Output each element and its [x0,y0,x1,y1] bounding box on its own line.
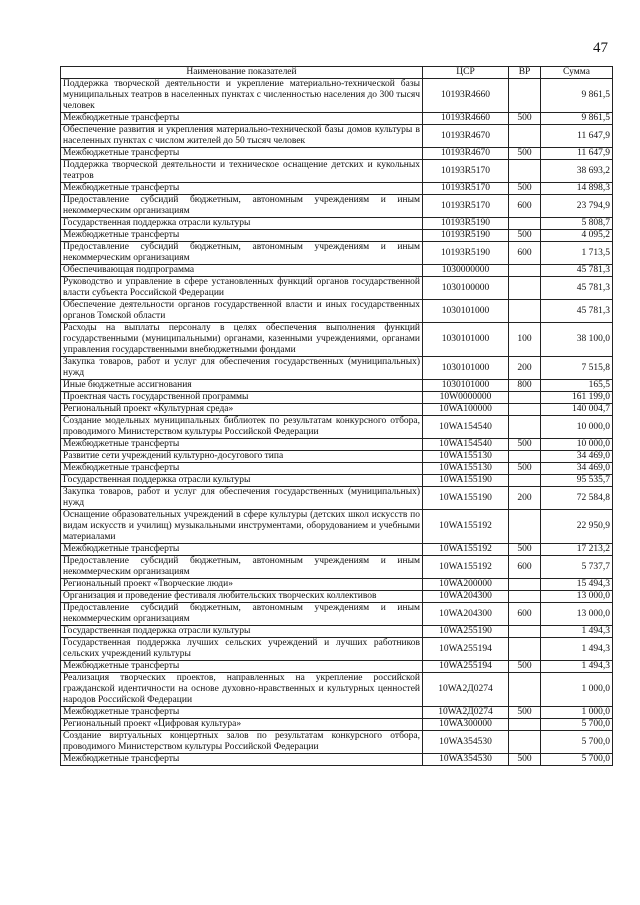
row-name-cell: Обеспечивающая подпрограмма [61,265,423,277]
row-csr-cell: 10WA154540 [423,416,509,439]
table-row [61,195,613,218]
table-row [61,79,613,113]
row-csr-cell: 10WA2Д0274 [423,707,509,719]
row-csr-cell: 1030000000 [423,265,509,277]
row-name-cell: Межбюджетные трансферты [61,754,423,766]
row-sum-cell: 13 000,0 [541,591,613,603]
row-name-cell: Организация и проведение фестиваля любительских творческих коллективов [61,591,423,603]
row-sum-cell: 10 000,0 [541,416,613,439]
row-sum-cell: 13 000,0 [541,603,613,626]
row-vr-cell [509,300,541,323]
table-row [61,380,613,392]
row-csr-cell: 10WA200000 [423,579,509,591]
row-name-cell: Государственная поддержка отрасли культуры [61,626,423,638]
row-csr-cell: 1030101000 [423,380,509,392]
row-sum-cell: 38 693,2 [541,160,613,183]
row-vr-cell: 200 [509,487,541,510]
row-name-cell: Региональный проект «Цифровая культура» [61,719,423,731]
table-row [61,463,613,475]
row-name-cell: Межбюджетные трансферты [61,148,423,160]
row-name-cell: Межбюджетные трансферты [61,661,423,673]
row-csr-cell: 10193R4670 [423,148,509,160]
table-row [61,323,613,357]
row-vr-cell [509,591,541,603]
table-row [61,661,613,673]
row-sum-cell: 1 494,3 [541,638,613,661]
table-row [61,707,613,719]
row-name-cell: Межбюджетные трансферты [61,439,423,451]
row-name-cell: Оснащение образовательных учреждений в сфере культуры (детских школ искусств по видам искусств и училищ) музыкальными инструментами, оборудованием и учебными материалами [61,510,423,544]
table-header-row [61,67,613,79]
row-vr-cell: 800 [509,380,541,392]
row-csr-cell: 10WA155192 [423,544,509,556]
row-sum-cell: 5 808,7 [541,218,613,230]
row-vr-cell [509,277,541,300]
row-vr-cell [509,719,541,731]
row-csr-cell: 1030101000 [423,300,509,323]
header-vr: ВР [509,67,541,79]
row-name-cell: Закупка товаров, работ и услуг для обеспечения государственных (муниципальных) нужд [61,487,423,510]
row-name-cell: Межбюджетные трансферты [61,230,423,242]
row-csr-cell: 10193R5190 [423,242,509,265]
table-row [61,300,613,323]
row-sum-cell: 72 584,8 [541,487,613,510]
table-body [61,79,613,766]
row-csr-cell: 10WA300000 [423,719,509,731]
row-sum-cell: 140 004,7 [541,404,613,416]
row-vr-cell: 500 [509,230,541,242]
row-vr-cell: 500 [509,183,541,195]
row-sum-cell: 1 000,0 [541,707,613,719]
table-row [61,556,613,579]
row-name-cell: Создание модельных муниципальных библиотек по результатам конкурсного отбора, проводимого Министерством культуры Российской Федерации [61,416,423,439]
row-sum-cell: 4 095,2 [541,230,613,242]
row-name-cell: Государственная поддержка отрасли культуры [61,218,423,230]
row-sum-cell: 45 781,3 [541,265,613,277]
row-name-cell: Руководство и управление в сфере установленных функций органов государственной власти субъекта Российской Федерации [61,277,423,300]
row-name-cell: Предоставление субсидий бюджетным, автономным учреждениям и иным некоммерческим организациям [61,556,423,579]
row-name-cell: Региональный проект «Творческие люди» [61,579,423,591]
row-sum-cell: 1 000,0 [541,673,613,707]
row-name-cell: Межбюджетные трансферты [61,544,423,556]
row-sum-cell: 34 469,0 [541,451,613,463]
row-sum-cell: 9 861,5 [541,113,613,125]
row-csr-cell: 10WA155192 [423,556,509,579]
row-vr-cell [509,579,541,591]
table-row [61,277,613,300]
row-name-cell: Обеспечение развития и укрепления материально-технической базы домов культуры в населенных пунктах с числом жителей до 50 тысяч человек [61,125,423,148]
row-csr-cell: 10193R4660 [423,79,509,113]
table-row [61,475,613,487]
row-vr-cell: 600 [509,603,541,626]
row-sum-cell: 45 781,3 [541,300,613,323]
row-sum-cell: 11 647,9 [541,125,613,148]
row-vr-cell: 100 [509,323,541,357]
table-row [61,510,613,544]
row-csr-cell: 10193R5190 [423,218,509,230]
row-csr-cell: 1030100000 [423,277,509,300]
page-number: 47 [593,40,608,56]
table-row [61,218,613,230]
row-vr-cell [509,79,541,113]
row-csr-cell: 10193R5170 [423,195,509,218]
row-name-cell: Создание виртуальных концертных залов по результатам конкурсного отбора, проводимого Министерством культуры Российской Федерации [61,731,423,754]
row-sum-cell: 95 535,7 [541,475,613,487]
row-csr-cell: 10WA2Д0274 [423,673,509,707]
table-row [61,579,613,591]
row-vr-cell [509,638,541,661]
row-vr-cell [509,416,541,439]
row-vr-cell: 500 [509,148,541,160]
budget-table [60,66,613,766]
row-vr-cell: 600 [509,556,541,579]
row-sum-cell: 5 700,0 [541,731,613,754]
row-vr-cell: 500 [509,707,541,719]
row-csr-cell: 1030101000 [423,323,509,357]
row-name-cell: Поддержка творческой деятельности и укрепление материально-технической базы муниципальных театров в населенных пунктах с численностью населения до 300 тысяч человек [61,79,423,113]
row-vr-cell [509,475,541,487]
row-csr-cell: 10193R4660 [423,113,509,125]
row-sum-cell: 5 700,0 [541,754,613,766]
row-name-cell: Региональный проект «Культурная среда» [61,404,423,416]
table-row [61,125,613,148]
row-csr-cell: 10W0000000 [423,392,509,404]
row-name-cell: Государственная поддержка лучших сельских учреждений и лучших работников сельских учреждений культуры [61,638,423,661]
row-vr-cell: 600 [509,242,541,265]
row-name-cell: Межбюджетные трансферты [61,113,423,125]
row-sum-cell: 1 713,5 [541,242,613,265]
row-sum-cell: 10 000,0 [541,439,613,451]
row-name-cell: Закупка товаров, работ и услуг для обеспечения государственных (муниципальных) нужд [61,357,423,380]
row-vr-cell: 500 [509,463,541,475]
row-csr-cell: 1030101000 [423,357,509,380]
table-row [61,439,613,451]
table-row [61,544,613,556]
row-sum-cell: 45 781,3 [541,277,613,300]
row-csr-cell: 10WA204300 [423,591,509,603]
table-row [61,638,613,661]
row-vr-cell [509,510,541,544]
table-row [61,487,613,510]
row-vr-cell: 200 [509,357,541,380]
table-row [61,242,613,265]
table-row [61,183,613,195]
row-name-cell: Развитие сети учреждений культурно-досугового типа [61,451,423,463]
row-sum-cell: 1 494,3 [541,661,613,673]
row-vr-cell [509,218,541,230]
row-name-cell: Поддержка творческой деятельности и техническое оснащение детских и кукольных театров [61,160,423,183]
row-vr-cell: 500 [509,661,541,673]
table-row [61,265,613,277]
table-row [61,719,613,731]
row-csr-cell: 10WA155130 [423,451,509,463]
row-name-cell: Расходы на выплаты персоналу в целях обеспечения выполнения функций государственными (муниципальными) органами, казенными учреждениями, органами управления государственными внебюджетными фондами [61,323,423,357]
row-sum-cell: 17 213,2 [541,544,613,556]
row-name-cell: Обеспечение деятельности органов государственной власти и иных государственных органов Томской области [61,300,423,323]
row-vr-cell [509,125,541,148]
table-row [61,230,613,242]
header-csr: ЦСР [423,67,509,79]
table-row [61,357,613,380]
row-csr-cell: 10WA154540 [423,439,509,451]
row-name-cell: Иные бюджетные ассигнования [61,380,423,392]
row-sum-cell: 1 494,3 [541,626,613,638]
row-csr-cell: 10WA255190 [423,626,509,638]
row-name-cell: Государственная поддержка отрасли культуры [61,475,423,487]
row-vr-cell [509,265,541,277]
table-row [61,603,613,626]
row-sum-cell: 23 794,9 [541,195,613,218]
row-vr-cell [509,626,541,638]
row-sum-cell: 15 494,3 [541,579,613,591]
row-name-cell: Проектная часть государственной программы [61,392,423,404]
row-csr-cell: 10WA255194 [423,661,509,673]
row-vr-cell: 500 [509,439,541,451]
row-sum-cell: 9 861,5 [541,79,613,113]
row-sum-cell: 7 515,8 [541,357,613,380]
row-sum-cell: 165,5 [541,380,613,392]
row-sum-cell: 161 199,0 [541,392,613,404]
row-csr-cell: 10193R5170 [423,160,509,183]
table-row [61,113,613,125]
row-name-cell: Предоставление субсидий бюджетным, автономным учреждениям и иным некоммерческим организациям [61,242,423,265]
row-vr-cell: 500 [509,754,541,766]
row-csr-cell: 10WA155192 [423,510,509,544]
row-vr-cell [509,673,541,707]
row-name-cell: Реализация творческих проектов, направленных на укрепление российской гражданской идентичности на основе духовно-нравственных и культурных ценностей народов Российской Федерации [61,673,423,707]
row-name-cell: Предоставление субсидий бюджетным, автономным учреждениям и иным некоммерческим организациям [61,603,423,626]
table-row [61,731,613,754]
row-vr-cell [509,160,541,183]
row-csr-cell: 10WA204300 [423,603,509,626]
row-csr-cell: 10193R5170 [423,183,509,195]
row-vr-cell [509,404,541,416]
table-row [61,416,613,439]
row-sum-cell: 14 898,3 [541,183,613,195]
row-name-cell: Предоставление субсидий бюджетным, автономным учреждениям и иным некоммерческим организациям [61,195,423,218]
row-sum-cell: 5 700,0 [541,719,613,731]
row-csr-cell: 10WA155190 [423,475,509,487]
row-sum-cell: 34 469,0 [541,463,613,475]
row-csr-cell: 10193R5190 [423,230,509,242]
table-row [61,451,613,463]
header-sum: Сумма [541,67,613,79]
row-vr-cell [509,451,541,463]
row-sum-cell: 5 737,7 [541,556,613,579]
table-row [61,591,613,603]
table-row [61,626,613,638]
row-csr-cell: 10193R4670 [423,125,509,148]
table-row [61,404,613,416]
row-vr-cell: 600 [509,195,541,218]
row-csr-cell: 10WA155130 [423,463,509,475]
table-row [61,160,613,183]
row-sum-cell: 11 647,9 [541,148,613,160]
table-row [61,673,613,707]
row-csr-cell: 10WA155190 [423,487,509,510]
header-name: Наименование показателей [61,67,423,79]
row-name-cell: Межбюджетные трансферты [61,707,423,719]
table-row [61,148,613,160]
row-vr-cell [509,731,541,754]
table-row [61,392,613,404]
row-name-cell: Межбюджетные трансферты [61,463,423,475]
row-vr-cell: 500 [509,113,541,125]
row-sum-cell: 38 100,0 [541,323,613,357]
row-vr-cell [509,392,541,404]
row-sum-cell: 22 950,9 [541,510,613,544]
row-csr-cell: 10WA100000 [423,404,509,416]
table-row [61,754,613,766]
row-vr-cell: 500 [509,544,541,556]
row-csr-cell: 10WA354530 [423,731,509,754]
row-name-cell: Межбюджетные трансферты [61,183,423,195]
row-csr-cell: 10WA255194 [423,638,509,661]
row-csr-cell: 10WA354530 [423,754,509,766]
